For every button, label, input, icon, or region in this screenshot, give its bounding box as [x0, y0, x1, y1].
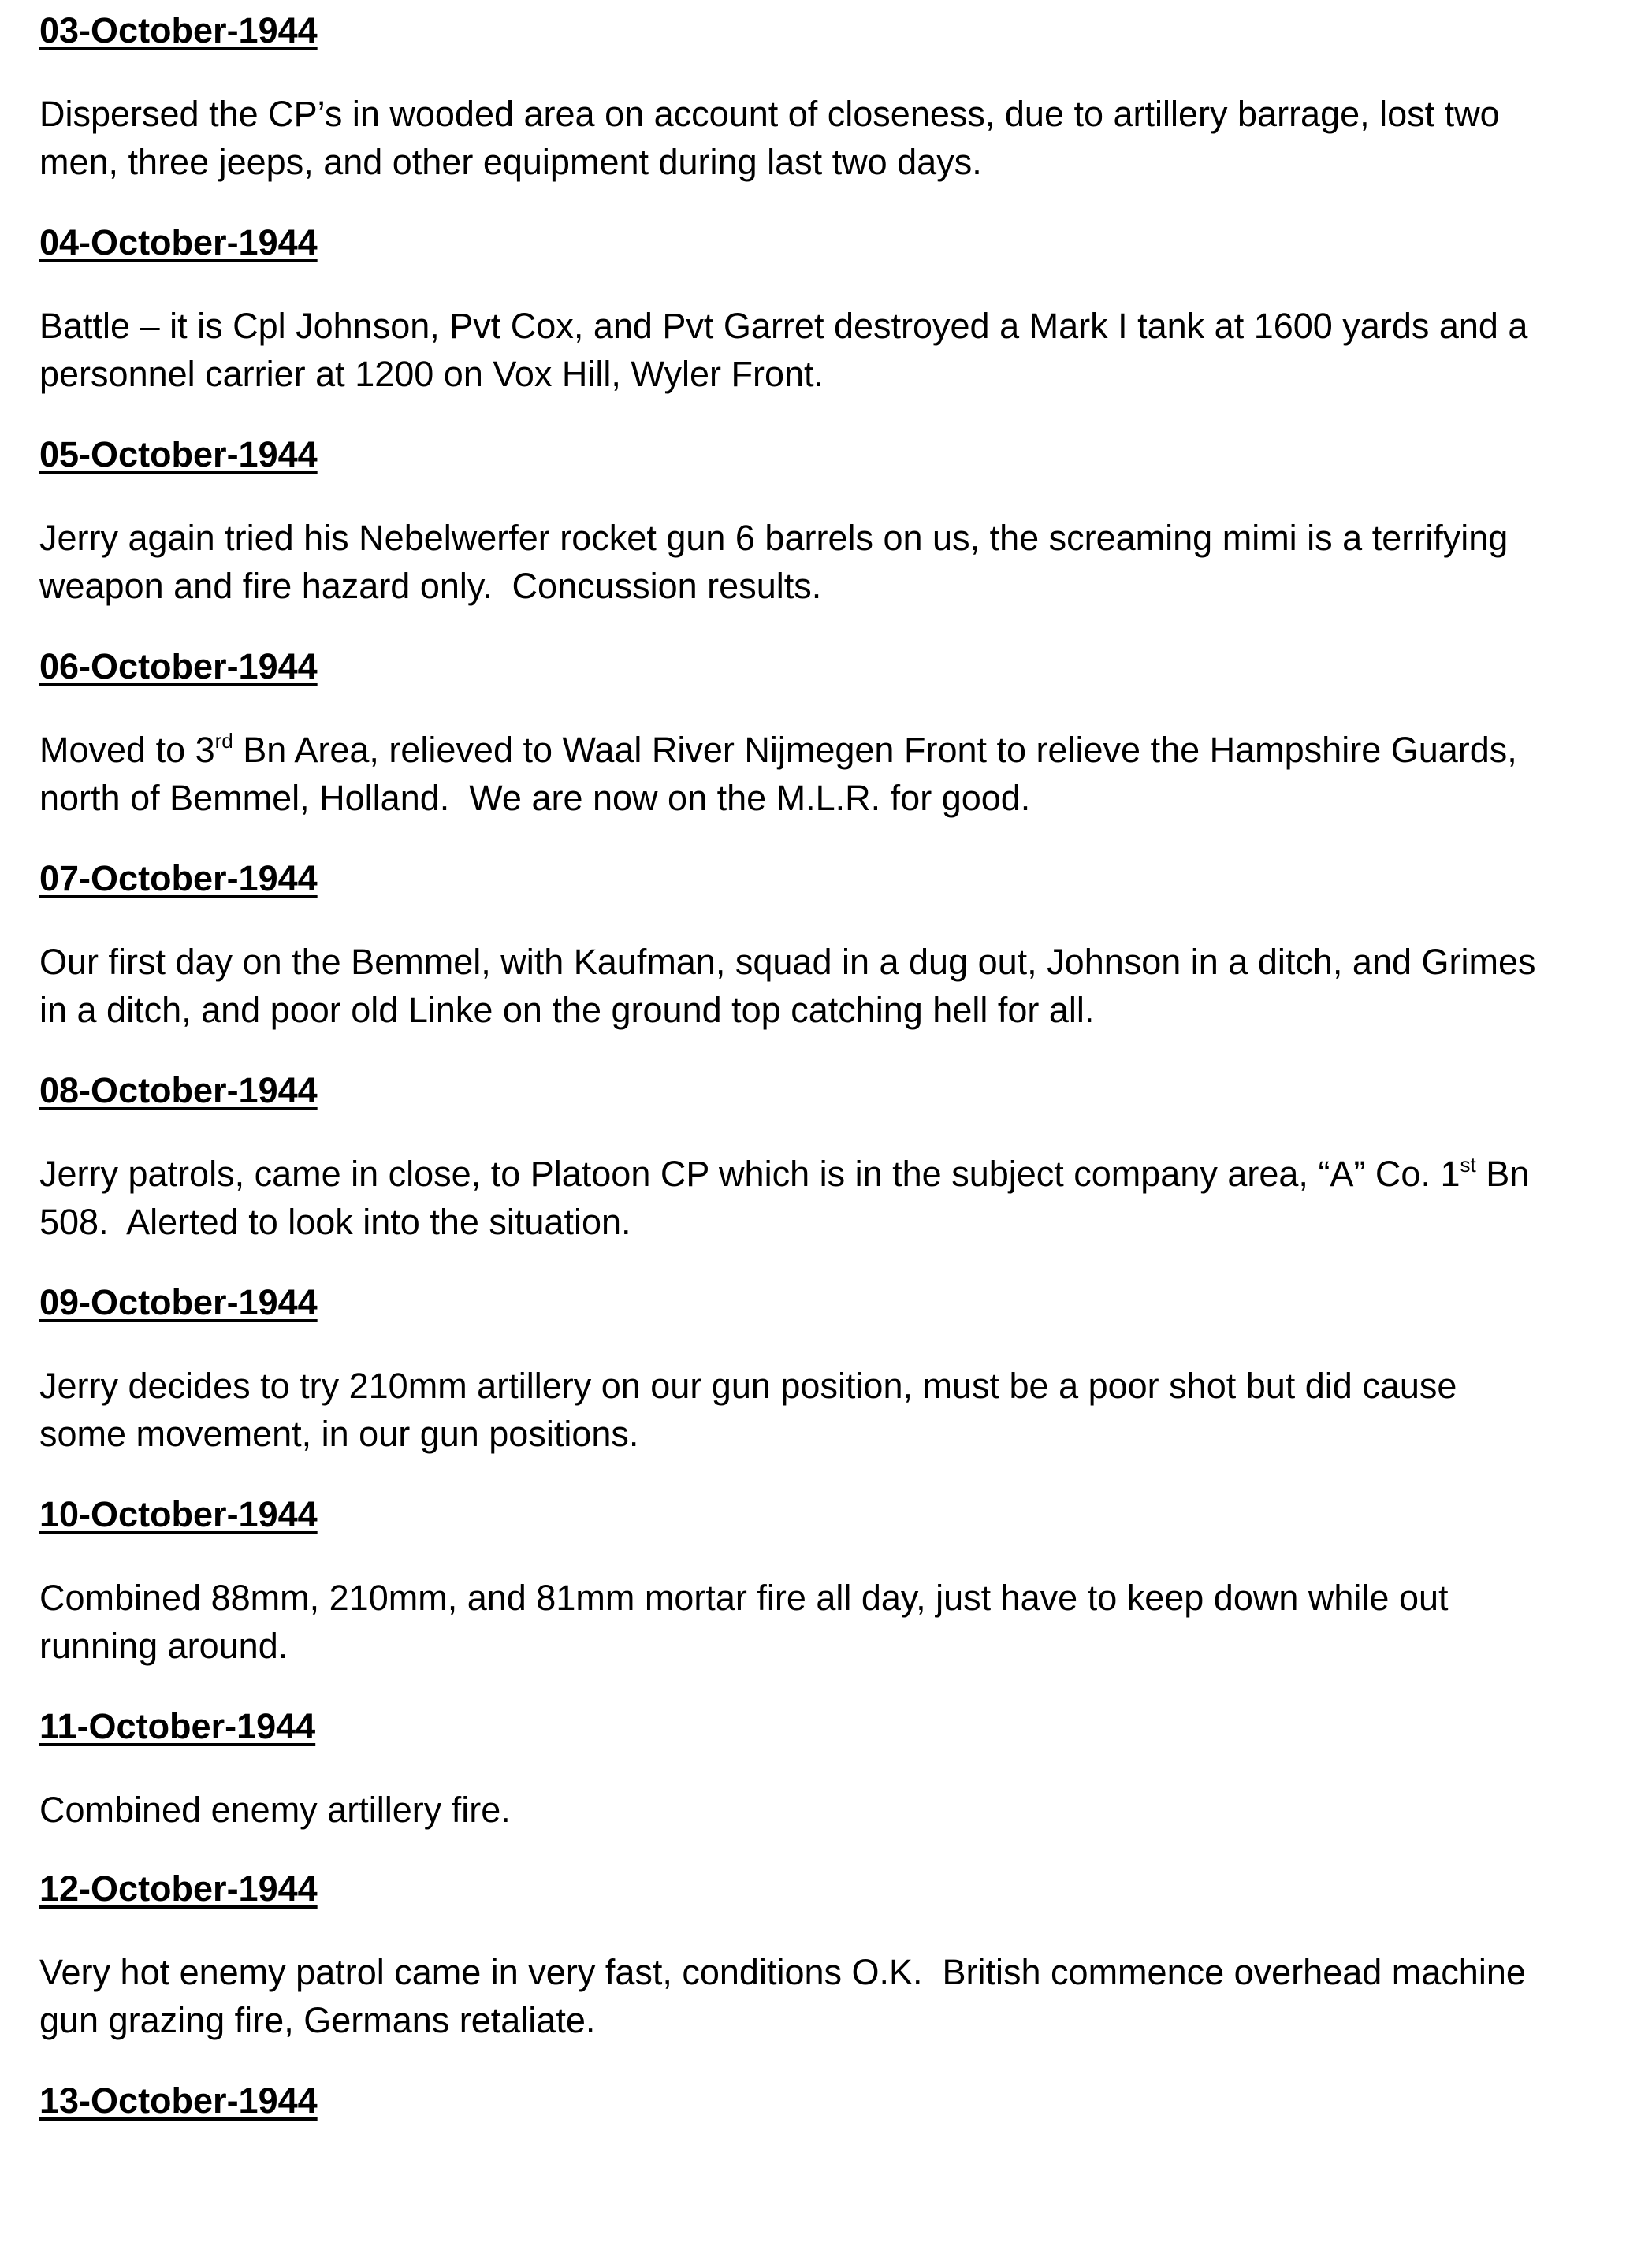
entry-text: Dispersed the CP’s in wooded area on account of closeness, due to artillery barrage, lost two men, three jeeps, and other equipment during last two days.: [39, 94, 1500, 182]
diary-entry: [39, 1493, 1608, 1670]
diary-entry: [39, 2080, 1608, 2122]
entry-date-heading: 05-October-1944: [39, 434, 318, 474]
entry-text: [39, 726, 1608, 822]
entry-text-part: Bn Area, relieved to Waal River Nijmegen Front to relieve the Hampshire Guards, north of Bemmel, Holland. We are now on the M.L.R. for good.: [39, 730, 1517, 818]
diary-entry: [39, 1069, 1608, 1246]
diary-entry: [39, 645, 1608, 822]
entry-text: Very hot enemy patrol came in very fast, conditions O.K. British commence overhead machine gun grazing fire, Germans retaliate.: [39, 1952, 1526, 2040]
entry-date-heading: 09-October-1944: [39, 1282, 318, 1322]
entry-text: Combined enemy artillery fire.: [39, 1790, 511, 1830]
entry-text-part: Jerry patrols, came in close, to Platoon CP which is in the subject company area, “A” Co. 1: [39, 1154, 1460, 1194]
entry-text: Combined 88mm, 210mm, and 81mm mortar fire all day, just have to keep down while out running around.: [39, 1578, 1449, 1666]
entry-date-heading: 04-October-1944: [39, 222, 318, 262]
entry-date-heading: 06-October-1944: [39, 646, 318, 686]
diary-entry: [39, 1281, 1608, 1458]
diary-entry: [39, 1705, 1608, 1834]
entry-text: Battle – it is Cpl Johnson, Pvt Cox, and Pvt Garret destroyed a Mark I tank at 1600 yards and a personnel carrier at 1200 on Vox Hill, Wyler Front.: [39, 306, 1528, 394]
entry-text-part: Bn 508. Alerted to look into the situation.: [39, 1154, 1530, 1242]
diary-entry: [39, 221, 1608, 398]
entry-date-heading: 07-October-1944: [39, 858, 318, 898]
diary-entry: [39, 433, 1608, 610]
diary-entry: [39, 1868, 1608, 2044]
entry-text: Jerry decides to try 210mm artillery on our gun position, must be a poor shot but did cause some movement, in our gun positions.: [39, 1366, 1457, 1454]
entry-date-heading: 11-October-1944: [39, 1706, 316, 1746]
ordinal-suffix: st: [1460, 1153, 1476, 1177]
entry-date-heading: 03-October-1944: [39, 10, 318, 50]
ordinal-suffix: rd: [214, 729, 233, 753]
entry-date-heading: 10-October-1944: [39, 1494, 318, 1534]
entry-text: Our first day on the Bemmel, with Kaufman, squad in a dug out, Johnson in a ditch, and Grimes in a ditch, and poor old Linke on the ground top catching hell for all.: [39, 942, 1536, 1030]
entry-text: Jerry again tried his Nebelwerfer rocket gun 6 barrels on us, the screaming mimi is a terrifying weapon and fire hazard only. Concussion results.: [39, 518, 1509, 606]
entry-text-part: Moved to 3: [39, 730, 215, 770]
diary-entry: [39, 857, 1608, 1034]
entry-date-heading: 08-October-1944: [39, 1070, 318, 1110]
entry-text: [39, 1150, 1608, 1246]
entry-date-heading: 12-October-1944: [39, 1868, 318, 1909]
entry-date-heading: 13-October-1944: [39, 2080, 318, 2121]
diary-entry: [39, 9, 1608, 186]
